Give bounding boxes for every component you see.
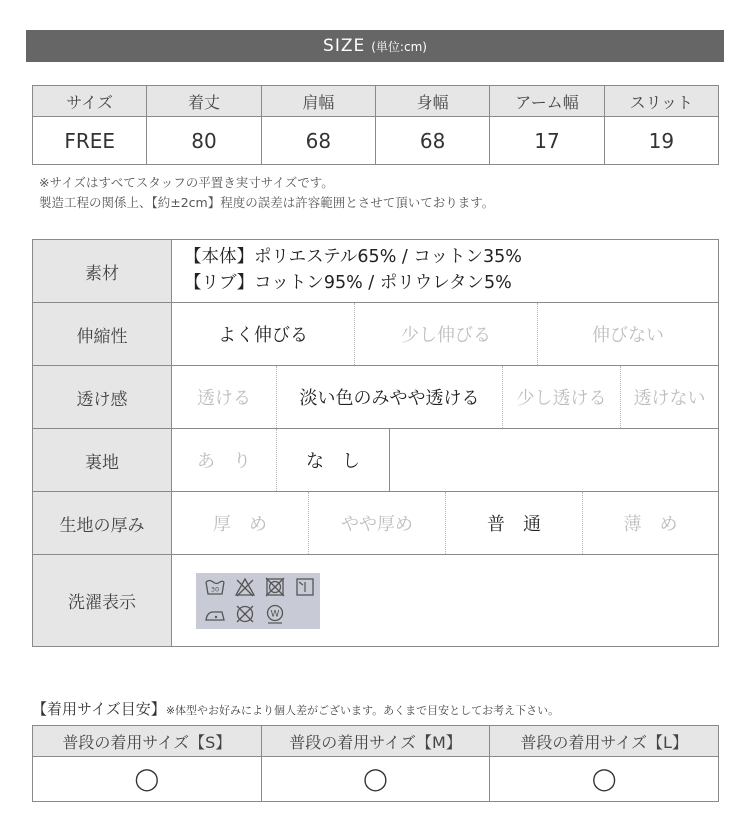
guide-heading: 【着用サイズ目安】 xyxy=(32,700,166,718)
header-slit: スリット xyxy=(604,86,718,117)
spec-label-sheer: 透け感 xyxy=(33,366,172,428)
stretch-option-some: 少し伸びる xyxy=(355,303,538,365)
sheer-option-sheer: 透ける xyxy=(172,366,277,428)
cell-slit: 19 xyxy=(604,117,718,165)
size-unit: (単位:cm) xyxy=(371,39,427,54)
svg-text:30: 30 xyxy=(210,585,220,594)
spec-label-stretch: 伸縮性 xyxy=(33,303,172,365)
lining-empty-cell xyxy=(390,429,718,491)
guide-header-m: 普段の着用サイズ【M】 xyxy=(261,726,490,757)
spec-row-sheer xyxy=(33,366,718,429)
note-measurement: ※サイズはすべてスタッフの平置き実寸サイズです。 xyxy=(39,175,334,190)
header-length: 着丈 xyxy=(147,86,261,117)
stretch-option-high: よく伸びる xyxy=(172,303,355,365)
guide-header-l: 普段の着用サイズ【L】 xyxy=(490,726,719,757)
spec-row-material xyxy=(33,240,718,303)
cell-width: 68 xyxy=(375,117,489,165)
size-table-header xyxy=(33,86,719,117)
spec-row-lining xyxy=(33,429,718,492)
lining-option-no: な し xyxy=(277,429,390,491)
material-line: 【本体】ポリエステル65% / コットン35% xyxy=(184,247,522,267)
cell-arm: 17 xyxy=(490,117,604,165)
guide-mark-l: ◯ xyxy=(490,757,719,802)
thickness-option-normal: 普 通 xyxy=(446,492,583,554)
size-table xyxy=(32,85,719,165)
spec-label-care: 洗濯表示 xyxy=(33,555,172,646)
header-size: サイズ xyxy=(33,86,147,117)
thickness-option-thick: 厚 め xyxy=(172,492,309,554)
stretch-option-none: 伸びない xyxy=(592,325,664,346)
guide-header-s: 普段の着用サイズ【S】 xyxy=(33,726,262,757)
svg-text:W: W xyxy=(270,609,280,620)
no-bleach-icon xyxy=(234,576,258,600)
header-width: 身幅 xyxy=(375,86,489,117)
guide-mark-s: ◯ xyxy=(33,757,262,802)
lining-option-yes: あ り xyxy=(172,429,277,491)
sheer-option-light-colors: 淡い色のみやや透ける xyxy=(277,366,503,428)
sheer-option-none: 透けない xyxy=(633,388,706,409)
header-shoulder: 肩幅 xyxy=(261,86,375,117)
wet-clean-icon xyxy=(264,603,288,627)
note-tolerance: 製造工程の関係上、【約±2cm】程度の誤差は許容範囲とさせて頂いております。 xyxy=(39,195,495,210)
no-dry-clean-icon xyxy=(234,603,258,627)
care-symbols xyxy=(196,573,320,629)
guide-table-header xyxy=(33,726,719,757)
spec-label-material: 素材 xyxy=(33,240,172,302)
thickness-option-slightly-thick: やや厚め xyxy=(309,492,446,554)
material-line: 【リブ】コットン95% / ポリウレタン5% xyxy=(184,273,512,293)
spec-label-lining: 裏地 xyxy=(33,429,172,491)
sheer-option-slightly: 少し透ける xyxy=(503,366,621,428)
wash-30-icon xyxy=(204,576,228,600)
cell-shoulder: 68 xyxy=(261,117,375,165)
iron-low-icon xyxy=(204,603,228,627)
guide-title xyxy=(32,698,559,719)
size-banner xyxy=(26,30,724,62)
size-table-row xyxy=(33,117,719,165)
spec-row-care xyxy=(33,555,718,646)
spec-label-thickness: 生地の厚み xyxy=(33,492,172,554)
size-title: SIZE xyxy=(323,36,366,56)
no-tumble-dry-icon xyxy=(264,576,288,600)
cell-size: FREE xyxy=(33,117,147,165)
spec-row-thickness xyxy=(33,492,718,555)
guide-table-row xyxy=(33,757,719,802)
spec-table xyxy=(32,239,719,647)
header-arm: アーム幅 xyxy=(490,86,604,117)
guide-note: ※体型やお好みにより個人差がございます。あくまで目安としてお考え下さい。 xyxy=(165,704,560,717)
guide-mark-m: ◯ xyxy=(261,757,490,802)
guide-table xyxy=(32,725,719,802)
cell-length: 80 xyxy=(147,117,261,165)
line-dry-shade-icon xyxy=(294,576,318,600)
thickness-option-thin: 薄 め xyxy=(623,514,678,535)
spec-row-stretch xyxy=(33,303,718,366)
